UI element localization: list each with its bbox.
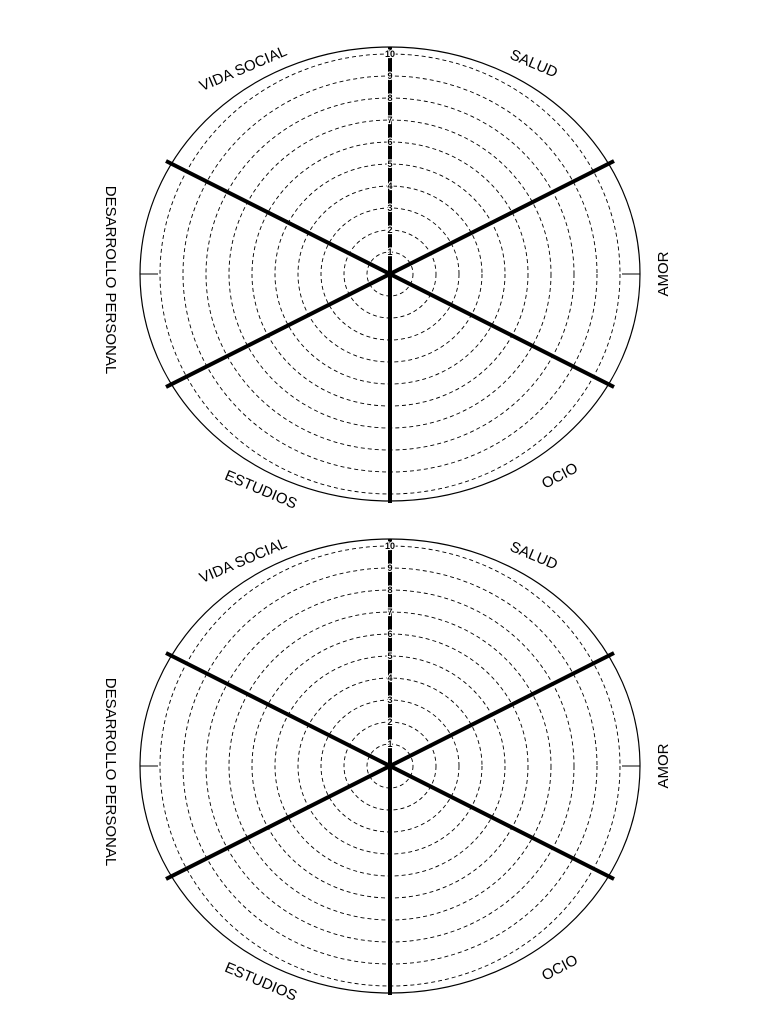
label-ocio: OCIO (538, 459, 581, 493)
label-amor: AMOR (655, 743, 672, 789)
scale-number-9: 9 (387, 563, 393, 573)
scale-number-1: 1 (387, 739, 393, 749)
scale-number-7: 7 (387, 607, 393, 617)
scale-number-5: 5 (387, 651, 393, 661)
label-desarrollo-personal: DESARROLLO PERSONAL (102, 185, 119, 375)
label-vida-social: VIDA SOCIAL (196, 42, 290, 95)
label-vida-social: VIDA SOCIAL (196, 534, 290, 587)
scale-number-10: 10 (384, 541, 396, 551)
scale-number-10: 10 (384, 49, 396, 59)
label-desarrollo-personal: DESARROLLO PERSONAL (102, 677, 119, 867)
scale-number-4: 4 (387, 181, 393, 191)
label-salud: SALUD (507, 538, 561, 574)
label-estudios: ESTUDIOS (222, 467, 300, 513)
scale-number-2: 2 (387, 717, 393, 727)
label-ocio: OCIO (538, 951, 581, 985)
scale-number-9: 9 (387, 71, 393, 81)
scale-number-3: 3 (387, 695, 393, 705)
scale-number-4: 4 (387, 673, 393, 683)
label-salud: SALUD (507, 46, 561, 82)
scale-number-3: 3 (387, 203, 393, 213)
scale-number-2: 2 (387, 225, 393, 235)
scale-number-6: 6 (387, 629, 393, 639)
label-amor: AMOR (655, 251, 672, 297)
scale-number-5: 5 (387, 159, 393, 169)
scale-number-1: 1 (387, 247, 393, 257)
life-wheel-1 (102, 43, 672, 513)
scale-number-7: 7 (387, 115, 393, 125)
life-wheel-2 (102, 535, 672, 1005)
scale-number-6: 6 (387, 137, 393, 147)
scale-number-8: 8 (387, 93, 393, 103)
scale-number-8: 8 (387, 585, 393, 595)
label-estudios: ESTUDIOS (222, 959, 300, 1005)
